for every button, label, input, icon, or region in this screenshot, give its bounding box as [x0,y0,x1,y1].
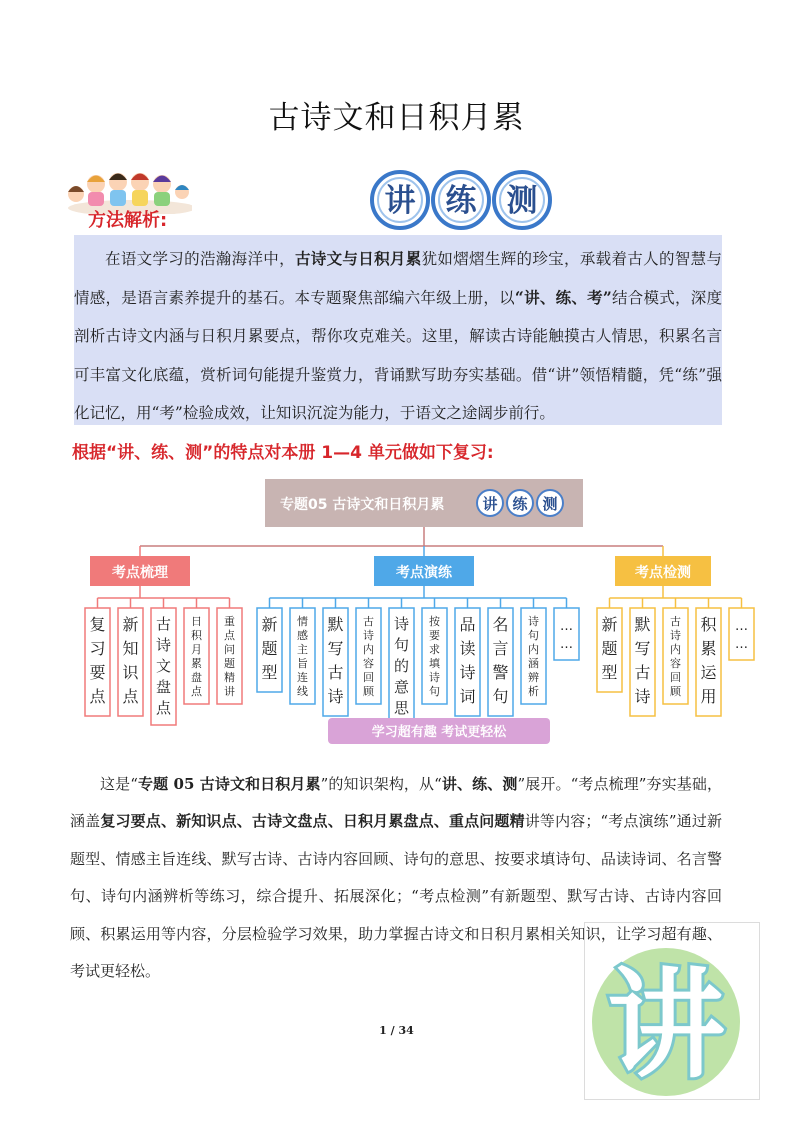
leaf-char: 的 [393,657,410,675]
summary-text-3: ”展开。“考点梳理”夯实基础，涵盖 [70,775,722,831]
leaf-char: 习 [89,639,106,658]
badge-char-1: 讲 [384,183,416,219]
intro-bold-2: “讲、练、考” [514,287,612,307]
diagram-root-badge-char: 讲 [482,495,498,513]
leaf-char: 内 [363,643,374,656]
intro-paragraph [74,240,722,433]
leaf-char: 要 [89,663,106,682]
intro-text-1: 在语文学习的浩瀚海洋中， [105,250,295,268]
jiang-stamp [586,936,746,1096]
diagram-root-title: 专题05 古诗文和日积月累 [280,497,445,513]
leaf-char: 线 [297,685,308,698]
badge-circle-3 [494,172,550,228]
leaf-char: 默 [327,615,344,634]
leaf-char: 诗 [327,687,344,706]
leaf-char: 读 [459,639,476,658]
leaf-label [394,615,410,717]
branch-label: 考点演练 [396,565,452,581]
leaf-char: 言 [492,639,509,658]
page-title: 古诗文和日积月累 [268,100,525,136]
leaf-char: 点 [89,687,106,706]
leaf-char: 古 [155,615,172,633]
leaf-char: 句 [528,629,539,642]
leaf-char: 辨 [528,671,539,684]
leaf-char: 题 [261,639,278,658]
page-number: 1 / 34 [379,1024,414,1037]
leaf-char: 内 [528,643,539,656]
leaf-char: 复 [89,615,106,634]
leaf-char: 情 [297,615,308,628]
leaf-char: 句 [429,685,440,698]
leaf-char: 写 [634,639,651,658]
leaf-char: 诗 [528,615,539,628]
leaf-char: 诗 [670,629,681,642]
leaf-char: 点 [191,685,202,698]
leaf-char: 顾 [363,685,374,698]
diagram-root-badge-char: 测 [542,495,558,513]
leaf-char: 古 [670,615,681,628]
leaf-char: 按 [429,615,440,628]
leaf-char: 古 [634,663,651,682]
summary-text-2: ”的知识架构，从“ [320,775,442,793]
leaf-box [554,608,579,660]
leaf-char: 型 [261,663,278,682]
leaf-char: 容 [670,657,681,670]
leaf-char: 回 [670,671,681,684]
method-label: 方法解析: [88,210,168,231]
leaf-char: 古 [327,663,344,682]
leaf-char: 词 [459,687,476,706]
jiang-lian-ce-badge [368,168,554,232]
knowledge-structure-diagram [80,476,770,748]
leaf-char: 求 [429,643,440,656]
leaf-char: 讲 [224,685,235,698]
leaf-char: 诗 [393,615,410,633]
badge-circle-1 [372,172,428,228]
leaf-char: 名 [492,615,509,634]
leaf-char: 盘 [191,671,202,684]
leaf-char: 句 [393,636,410,654]
leaf-char: 默 [634,615,651,634]
leaf-char: 主 [297,643,308,656]
leaf-char: 重 [224,615,235,628]
leaf-char: 意 [393,678,410,696]
diagram-footer-text: 学习超有趣 考试更轻松 [371,725,507,740]
summary-bold-3: 复习要点、新知识点、古诗文盘点、日积月累盘点、重点问题精 [100,812,525,831]
leaf-char: 点 [224,629,235,642]
leaf-char: 写 [327,639,344,658]
summary-text-4: 讲等内容；“考点演练”通过新题型、情感主旨连线、默写古诗、古诗内容回顾、诗句的意思、按要求填诗句、品读诗词、名言警句、诗句内涵辨析等练习，综合提升、拓展深化；“考点检测”有新题型、默写古诗、古诗内容回顾、积累运用等内容，分层检验学习效果，助力掌握古诗文和日积月累相关知识，让学习超有趣、考试更轻松。 [70,812,722,981]
leaf-label [191,615,203,698]
summary-bold-2: 讲、练、测 [441,775,518,793]
leaf-char: 运 [700,663,717,682]
intro-bold-1: 古诗文与日积月累 [294,249,422,268]
leaf-char: 题 [601,639,618,658]
summary-text-1: 这是“ [100,775,138,793]
leaf-char: 累 [191,657,202,670]
leaf-char: 积 [191,629,202,642]
leaf-char: 古 [363,615,374,628]
leaf-box [729,608,754,660]
review-subheading: 根据“讲、练、测”的特点对本册 1—4 单元做如下复习: [72,443,494,463]
leaf-char: 感 [297,629,308,642]
leaf-char: 点 [122,687,139,706]
leaf-char: 用 [700,687,717,706]
stamp-char: 讲 [606,956,726,1094]
leaf-label [601,615,617,682]
leaf-char: 诗 [634,687,651,706]
leaf-char: 精 [224,671,235,684]
leaf-char: 诗 [429,671,440,684]
leaf-char: 填 [429,657,440,670]
leaf-char: 诗 [363,629,374,642]
leaf-char: 回 [363,671,374,684]
leaf-char: 问 [224,643,235,656]
leaf-char: 累 [700,639,717,658]
leaf-char: … [735,619,748,634]
leaf-char: 新 [601,615,618,634]
leaf-label [261,615,277,682]
leaf-char: … [560,619,573,634]
intro-text-3: 结合模式，深度剖析古诗文内涵与日积月累要点，帮你攻克难关。这里，解读古诗能触摸古人情思，积累名言可丰富文化底蕴，赏析词句能提升鉴赏力，背诵默写助夯实基础。借“讲”领悟精髓，凭“练”强化记忆，用“考”检验成效，让知识沉淀为能力，于语文之途阔步前行。 [74,288,722,422]
leaf-char: 顾 [670,685,681,698]
leaf-char: 连 [297,671,308,684]
leaf-char: 文 [155,657,172,675]
leaf-char: 品 [459,615,476,634]
leaf-char: 积 [700,615,717,634]
leaf-char: 诗 [155,636,172,654]
intro-text-2: 犹如熠熠生辉的珍宝，承载着古人的智慧与情感，是语言素养提升的基石。本专题聚焦部编六年级上册，以 [74,250,722,307]
leaf-char: 点 [155,699,172,717]
badge-char-2: 练 [445,183,477,219]
badge-circle-2 [433,172,489,228]
leaf-char: 诗 [459,663,476,682]
leaf-char: 题 [224,657,235,670]
leaf-char: 日 [191,615,202,628]
badge-char-3: 测 [506,183,538,219]
leaf-char: … [735,637,748,652]
branch-label: 考点检测 [635,565,691,581]
leaf-char: 型 [601,663,618,682]
branch-label: 考点梳理 [112,565,168,581]
leaf-char: 析 [528,685,539,698]
leaf-char: 容 [363,657,374,670]
leaf-char: 识 [122,663,139,682]
leaf-char: 月 [191,643,202,656]
leaf-char: 句 [492,687,509,706]
leaf-char: 旨 [297,657,308,670]
leaf-char: 内 [670,643,681,656]
leaf-char: … [560,637,573,652]
leaf-char: 涵 [528,657,539,670]
leaf-char: 盘 [155,678,172,696]
leaf-char: 要 [429,629,440,642]
diagram-root-badge-char: 练 [512,495,528,513]
leaf-label [156,615,172,717]
leaf-char: 警 [492,663,509,682]
leaf-char: 新 [261,615,278,634]
leaf-char: 思 [393,699,410,717]
leaf-char: 新 [122,615,139,634]
leaf-char: 知 [122,639,139,658]
summary-bold-1: 专题 05 古诗文和日积月累 [137,775,321,793]
